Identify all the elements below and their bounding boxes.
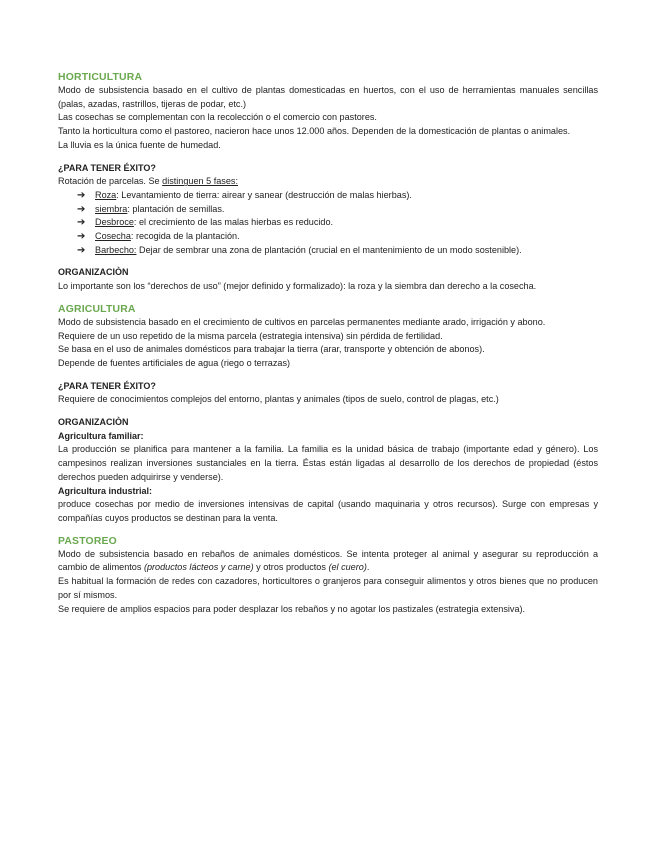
fase-description: : el crecimiento de las malas hierbas es reducido. — [133, 217, 334, 228]
agricultura-familiar-text: La producción se planifica para mantener a la familia. La familia es la unidad básica de trabajo (importante edad y género). Los campesinos realizan inversiones sustanciales en la tierra. Éstas están ligadas al desarrollo de los derechos de propiedad (éstos derechos pueden adquirirse y venderse). — [58, 444, 598, 482]
horticultura-paragraph-2: Las cosechas se complementan con la recolección o el comercio con pastores. — [58, 112, 377, 123]
fase-term: siembra — [95, 203, 128, 214]
list-item — [77, 230, 598, 244]
list-item — [77, 216, 598, 230]
fase-description: : recogida de la plantación. — [130, 231, 240, 242]
fase-term: Desbroce — [95, 217, 134, 228]
pastoreo-paragraph-1 — [58, 548, 598, 575]
fases-list — [58, 189, 598, 258]
agricultura-paragraph-3: Se basa en el uso de animales domésticos para trabajar la tierra (arar, transporte y obtención de abonos). — [58, 344, 485, 355]
arrow-right-icon: ➔ — [77, 231, 86, 243]
section-title-agricultura: AGRICULTURA — [58, 303, 136, 315]
arrow-right-icon: ➔ — [77, 189, 86, 201]
pastoreo-p1-italic-2: (el cuero) — [328, 562, 367, 573]
pastoreo-p1-text-c: . — [366, 562, 370, 573]
arrow-right-icon: ➔ — [77, 217, 86, 229]
pastoreo-p1-text-b: y otros productos — [253, 562, 329, 573]
arrow-right-icon: ➔ — [77, 244, 86, 256]
pastoreo-paragraph-3: Se requiere de amplios espacios para poder desplazar los rebaños y no agotar los pastizales (estrategia extensiva). — [58, 603, 526, 614]
fase-description: : Levantamiento de tierra: airear y sanear (destrucción de malas hierbas). — [116, 189, 412, 200]
arrow-right-icon: ➔ — [77, 203, 86, 215]
horticultura-paragraph-1: Modo de subsistencia basado en el cultivo de plantas domesticadas en huertos, con el uso de herramientas manuales sencillas (palas, azadas, rastrillos, tijeras de podar, etc.) — [58, 85, 598, 109]
exito-intro-underlined: distinguen 5 fases: — [162, 176, 238, 187]
fase-description: Dejar de sembrar una zona de plantación (crucial en el mantenimiento de un modo sostenible). — [136, 244, 522, 255]
fase-term: Roza — [95, 189, 117, 200]
horticultura-org-title: ORGANIZACIÒN — [58, 267, 129, 278]
fase-term: Cosecha — [95, 231, 131, 242]
pastoreo-paragraph-2: Es habitual la formación de redes con cazadores, horticultores o granjeros para conseguir alimentos y otros bienes que no producen por sí mismos. — [58, 576, 598, 600]
horticultura-exito-intro — [58, 175, 598, 189]
list-item — [77, 189, 598, 203]
horticultura-paragraph-3: Tanto la horticultura como el pastoreo, nacieron hace unos 12.000 años. Dependen de la domesticación de plantas o animales. — [58, 126, 571, 137]
section-title-pastoreo: PASTOREO — [58, 535, 117, 547]
horticultura-exito-title: ¿PARA TENER ÉXITO? — [58, 162, 156, 173]
agricultura-exito-title: ¿PARA TENER ÉXITO? — [58, 380, 156, 391]
section-title-horticultura: HORTICULTURA — [58, 72, 143, 83]
horticultura-paragraph-4: La lluvia es la única fuente de humedad. — [58, 139, 221, 150]
list-item — [77, 244, 598, 258]
agricultura-industrial-title: Agricultura industrial: — [58, 485, 153, 496]
agricultura-org-title: ORGANIZACIÒN — [58, 417, 129, 428]
agricultura-paragraph-2: Requiere de un uso repetido de la misma parcela (estrategia intensiva) sin pérdida de fertilidad. — [58, 330, 443, 341]
fase-description: : plantación de semillas. — [127, 203, 225, 214]
horticultura-org-text: Lo importante son los “derechos de uso” (mejor definido y formalizado): la roza y la siembra dan derecho a la cosecha. — [58, 281, 537, 292]
agricultura-familiar-title: Agricultura familiar: — [58, 430, 144, 441]
agricultura-paragraph-4: Depende de fuentes artificiales de agua (riego o terrazas) — [58, 357, 291, 368]
exito-intro-text: Rotación de parcelas. Se — [58, 176, 163, 187]
pastoreo-p1-text-a: Modo de subsistencia basado en rebaños de animales domésticos. Se intenta proteger al animal y asegurar su reproducción a cambio de alimentos — [58, 548, 598, 573]
agricultura-paragraph-1: Modo de subsistencia basado en el crecimiento de cultivos en parcelas permanentes mediante arado, irrigación y abono. — [58, 316, 546, 327]
agricultura-exito-text: Requiere de conocimientos complejos del entorno, plantas y animales (tipos de suelo, control de plagas, etc.) — [58, 394, 499, 405]
fase-term: Barbecho: — [95, 244, 137, 255]
pastoreo-p1-italic-1: (productos lácteos y carne) — [143, 562, 254, 573]
agricultura-industrial-text: produce cosechas por medio de inversiones intensivas de capital (usando maquinaria y otros recursos). Surge con empresas y compañías cuyos productos se destinan para la venta. — [58, 499, 598, 523]
list-item — [77, 203, 598, 217]
